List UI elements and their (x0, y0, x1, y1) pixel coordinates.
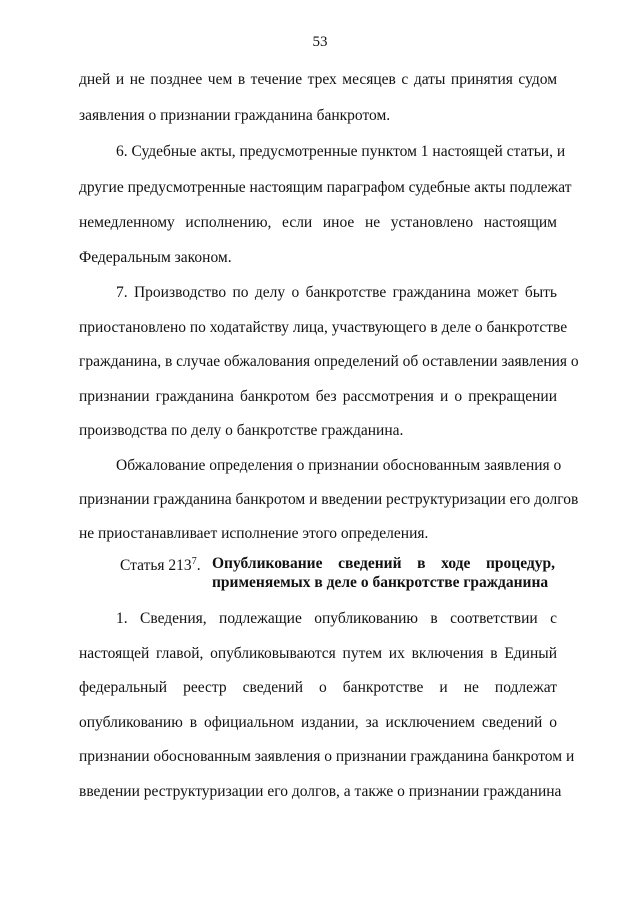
article-number: Статья $213^7$. (120, 556, 201, 574)
text-line: настоящей главой, опубликовываются путем их включения в Единый (79, 645, 557, 662)
text-line: 7. Производство по делу о банкротстве гражданина может быть (116, 284, 557, 301)
text-line: признании обоснованным заявления о признании гражданина банкротом и (79, 748, 575, 765)
text-line: 1. Сведения, подлежащие опубликованию в соответствии с (116, 610, 557, 627)
text-line: производства по делу о банкротстве гражданина. (79, 422, 404, 439)
text-line: заявления о признании гражданина банкротом. (79, 107, 391, 124)
text-line: Обжалование определения о признании обоснованным заявления о (116, 457, 562, 474)
text-line: Федеральным законом. (79, 249, 232, 266)
article-title: применяемых в деле о банкротстве гражданина (212, 574, 549, 591)
text-line: опубликованию в официальном издании, за исключением сведений о (79, 714, 557, 731)
text-line: 6. Судебные акты, предусмотренные пунктом 1 настоящей статьи, и (116, 143, 566, 160)
text-line: введении реструктуризации его долгов, а также о признании гражданина (79, 783, 562, 800)
text-line: признании гражданина банкротом без рассмотрения и о прекращении (79, 388, 557, 405)
text-line: федеральный реестр сведений о банкротстве и не подлежат (79, 679, 557, 696)
text-line: дней и не позднее чем в течение трех месяцев с даты принятия судом (79, 71, 557, 88)
text-line: другие предусмотренные настоящим параграфом судебные акты подлежат (79, 179, 572, 196)
text-line: приостановлено по ходатайству лица, участвующего в деле о банкротстве (79, 319, 568, 336)
text-line: немедленному исполнению, если иное не установлено настоящим (79, 214, 557, 231)
text-line: не приостанавливает исполнение этого определения. (79, 525, 429, 542)
article-title: Опубликование сведений в ходе процедур, (212, 555, 555, 572)
text-line: гражданина, в случае обжалования определений об оставлении заявления о (79, 353, 579, 370)
page-number: 53 (312, 34, 328, 50)
text-line: признании гражданина банкротом и введении реструктуризации его долгов (79, 491, 579, 508)
